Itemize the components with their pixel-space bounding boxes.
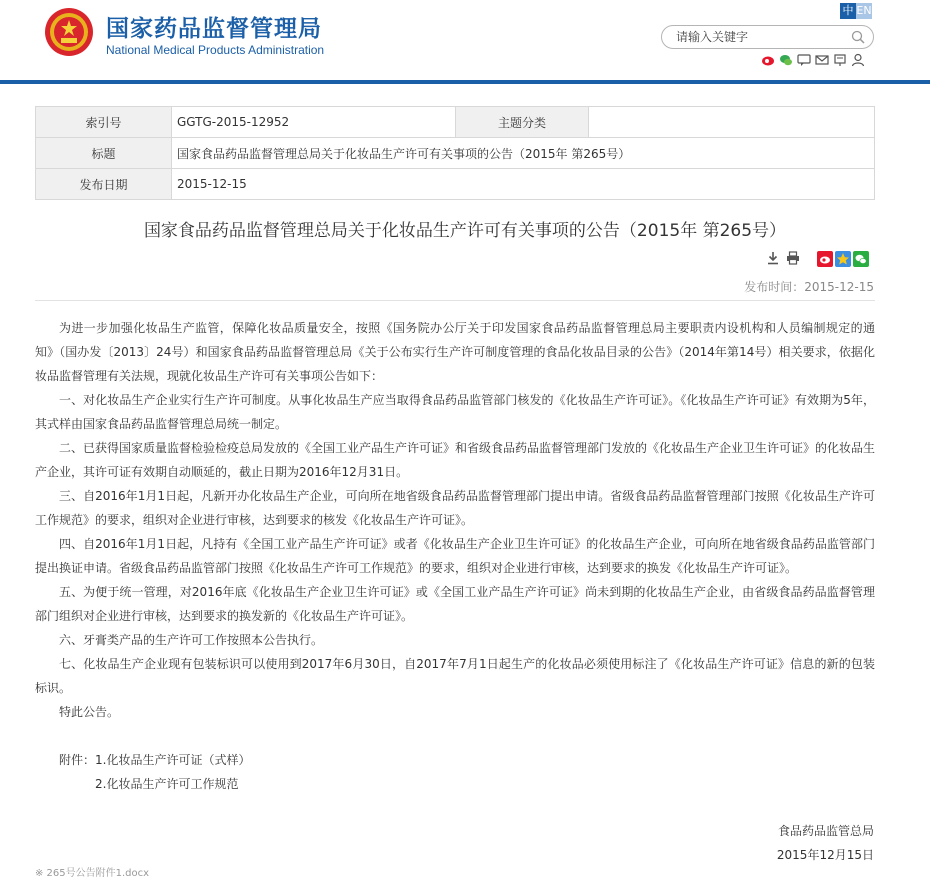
date-value: 2015-12-15 <box>172 169 875 200</box>
message-icon[interactable] <box>833 53 847 67</box>
date-label: 发布日期 <box>36 169 172 200</box>
share-weibo-icon[interactable] <box>817 251 833 267</box>
category-label: 主题分类 <box>456 107 589 138</box>
header-share-icons <box>761 53 865 67</box>
sign-date: 2015年12月15日 <box>776 848 874 862</box>
index-label: 索引号 <box>36 107 172 138</box>
lang-cn-button[interactable]: 中 <box>840 3 856 19</box>
wechat-icon[interactable] <box>779 53 793 67</box>
document-info-table <box>35 106 875 200</box>
share-qzone-icon[interactable] <box>835 251 851 267</box>
paragraph: 四、自2016年1月1日起，凡持有《全国工业产品生产许可证》或者《化妆品生产企业卫生许可证》的化妆品生产企业，可向所在地省级食品药品监管部门提出换证申请。省级食品药品监管部门按照《化妆品生产许可工作规范》的要求，组织对企业进行审核，达到要求的换发《化妆品生产许可证》。 <box>35 537 875 575</box>
mail-icon[interactable] <box>815 53 829 67</box>
content-divider <box>35 300 875 301</box>
attachment-file-link[interactable]: ※ 265号公告附件1.docx <box>35 868 150 879</box>
chat-icon[interactable] <box>797 53 811 67</box>
paragraph: 二、已获得国家质量监督检验检疫总局发放的《全国工业产品生产许可证》和省级食品药品监督管理部门发放的《化妆品生产企业卫生许可证》的化妆品生产企业，其许可证有效期自动顺延的，截止日期为2016年12月31日。 <box>35 441 876 479</box>
search-icon[interactable] <box>851 30 865 44</box>
lang-en-button[interactable]: EN <box>856 4 872 17</box>
site-subtitle: National Medical Products Administration <box>106 43 325 57</box>
search-input[interactable] <box>676 29 846 45</box>
paragraph: 三、自2016年1月1日起，凡新开办化妆品生产企业，可向所在地省级食品药品监督管理部门提出申请。省级食品药品监督管理部门按照《化妆品生产许可工作规范》的要求，组织对企业进行审核，达到要求的核发《化妆品生产许可证》。 <box>35 489 875 527</box>
share-tools <box>817 251 869 267</box>
attachment-link-1[interactable]: 附件：1.化妆品生产许可证（式样） <box>59 753 251 767</box>
header-divider <box>0 80 930 84</box>
user-icon[interactable] <box>851 53 865 67</box>
table-row <box>36 169 875 200</box>
paragraph: 六、牙膏类产品的生产许可工作按照本公告执行。 <box>59 633 324 647</box>
site-title[interactable]: 国家药品监督管理局 <box>106 16 322 42</box>
national-emblem-icon <box>44 7 94 57</box>
document-title: 国家食品药品监督管理总局关于化妆品生产许可有关事项的公告（2015年 第265号） <box>143 221 787 241</box>
article-body <box>35 316 875 724</box>
language-switch <box>840 3 872 19</box>
weibo-icon[interactable] <box>761 53 775 67</box>
print-icon[interactable] <box>786 251 800 265</box>
publish-time: 发布时间：2015-12-15 <box>744 280 874 294</box>
title-label: 标题 <box>36 138 172 169</box>
paragraph: 为进一步加强化妆品生产监管，保障化妆品质量安全，按照《国务院办公厅关于印发国家食品药品监督管理总局主要职责内设机构和人员编制规定的通知》（国办发〔2013〕24号）和国家食品药品监督管理总局《关于公布实行生产许可制度管理的食品化妆品目录的公告》（2014年第14号）相关要求，依据化妆品监督管理有关法规，现就化妆品生产许可有关事项公告如下： <box>35 321 875 383</box>
paragraph: 五、为便于统一管理，对2016年底《化妆品生产企业卫生许可证》或《全国工业产品生产许可证》尚未到期的化妆品生产企业，由省级食品药品监督管理部门组织对企业进行审核，达到要求的换发新的《化妆品生产许可证》。 <box>35 585 875 623</box>
signer: 食品药品监管总局 <box>777 824 874 838</box>
table-row <box>36 138 875 169</box>
site-header <box>0 0 930 84</box>
attachment-link-2[interactable]: 2.化妆品生产许可工作规范 <box>95 777 239 791</box>
table-row <box>36 107 875 138</box>
title-value: 国家食品药品监督管理总局关于化妆品生产许可有关事项的公告（2015年 第265号） <box>172 138 875 169</box>
paragraph: 一、对化妆品生产企业实行生产许可制度。从事化妆品生产应当取得食品药品监管部门核发的《化妆品生产许可证》。《化妆品生产许可证》有效期为5年，其式样由国家食品药品监督管理总局统一制定。 <box>35 393 875 431</box>
doc-tools <box>766 251 800 265</box>
search-box <box>661 25 874 49</box>
category-value <box>589 107 875 138</box>
paragraph: 七、化妆品生产企业现有包装标识可以使用到2017年6月30日，自2017年7月1日起生产的化妆品必须使用标注了《化妆品生产许可证》信息的新的包装标识。 <box>35 657 875 695</box>
closing-paragraph: 特此公告。 <box>59 705 120 719</box>
download-icon[interactable] <box>766 251 780 265</box>
share-wechat-icon[interactable] <box>853 251 869 267</box>
index-value: GGTG-2015-12952 <box>172 107 456 138</box>
